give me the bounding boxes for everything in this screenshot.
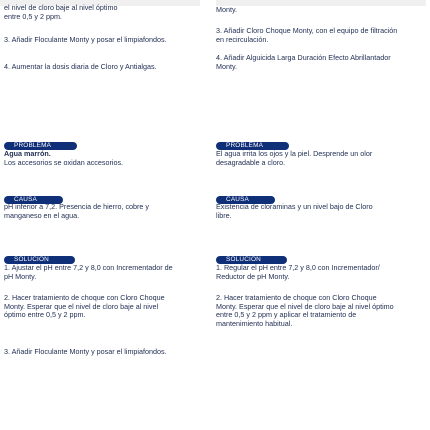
right-problema-text: El agua irrita los ojos y la piel. Desprende un olor desagradable a cloro. — [216, 149, 373, 167]
causa-label-right: CAUSA — [216, 196, 275, 204]
left-problema-text: Los accesorios se oxidan accesorios. — [4, 158, 124, 167]
right-column — [216, 0, 426, 430]
left-item-3: 3. Añadir Floculante Monty y posar el limpiafondos. — [4, 35, 167, 44]
left-item-4: 4. Aumentar la dosis diaria de Cloro y Antialgas. — [4, 62, 157, 71]
solucion-label-right: SOLUCION — [216, 256, 287, 264]
problema-label: PROBLEMA — [4, 142, 77, 150]
left-causa-text: pH inferior a 7,2. Presencia de hierro, cobre y manganeso en el agua. — [4, 202, 150, 220]
right-top-line: Monty. — [216, 5, 238, 14]
left-intro-line-2: entre 0,5 y 2 ppm. — [4, 11, 62, 21]
left-intro — [4, 4, 174, 21]
right-item-3: 3. Añadir Cloro Choque Monty, con el equipo de filtración en recirculación. — [216, 26, 398, 44]
left-intro-line-1: el nivel de cloro baje al nivel óptimo — [4, 3, 118, 12]
causa-label: CAUSA — [4, 196, 63, 204]
cropped-top-band-right — [216, 0, 426, 6]
left-problema-title: Agua marrón. — [4, 149, 51, 158]
left-solucion-1: 1. Ajustar el pH entre 7,2 y 8,0 con Incrementador de pH Monty. — [4, 263, 173, 281]
left-solucion-2: 2. Hacer tratamiento de choque con Cloro Choque Monty. Esperar que el nivel de cloro baje al nivel óptimo entre 0,5 y 2 ppm. — [4, 293, 165, 320]
left-solucion-3: 3. Añadir Floculante Monty y posar el limpiafondos. — [4, 347, 167, 356]
right-item-4: 4. Añadir Alguicida Larga Duración Efecto Abrillantador Monty. — [216, 53, 391, 71]
right-causa-text: Existencia de cloraminas y un nivel bajo de Cloro libre. — [216, 202, 373, 220]
right-solucion-1: 1. Regular el pH entre 7,2 y 8,0 con Incrementador/ Reductor de pH Monty. — [216, 263, 380, 281]
right-solucion-2: 2. Hacer tratamiento de choque con Cloro Choque Monty. Esperar que el nivel de cloro baje al nivel óptimo entre 0,5 y 2 ppm y aplicar el tratamiento de mantenimiento habitual. — [216, 293, 394, 328]
problema-label-right: PROBLEMA — [216, 142, 289, 150]
left-column — [0, 0, 205, 430]
solucion-label: SOLUCION — [4, 256, 75, 264]
